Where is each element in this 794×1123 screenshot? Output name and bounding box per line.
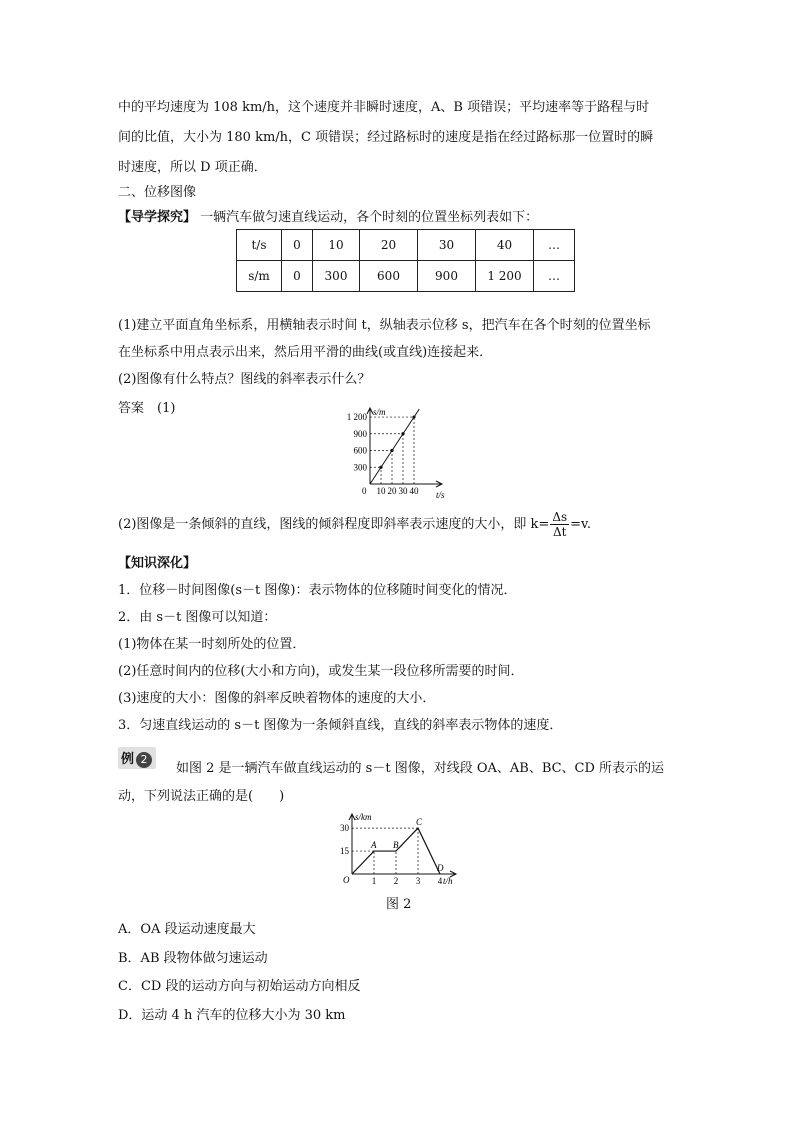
table-cell: s/m — [237, 261, 282, 292]
guide-tag: 【导学探究】 — [118, 210, 197, 225]
table-cell: … — [534, 230, 575, 261]
example-label: 例 — [121, 752, 135, 767]
slope-fraction — [550, 510, 569, 539]
table-cell: 1 200 — [476, 261, 534, 292]
x-tick-label: 40 — [409, 486, 419, 496]
data-line — [370, 409, 419, 484]
table-cell: 10 — [313, 230, 360, 261]
position-table — [236, 229, 575, 292]
figure-caption: 图 2 — [386, 897, 412, 912]
table-cell: … — [534, 261, 575, 292]
x-axis-label: t/h — [443, 876, 453, 886]
example-stem: 如图 2 是一辆汽车做直线运动的 s－t 图像，对线段 OA、AB、BC、CD 所表示的运 — [176, 761, 665, 776]
question-2: (2)图像有什么特点？图线的斜率表示什么？ — [118, 372, 371, 387]
x-tick-label: 1 — [371, 876, 377, 886]
example-number: 2 — [136, 752, 152, 768]
option-a: A．OA 段运动速度最大 — [118, 922, 256, 937]
point-label: O — [343, 875, 350, 885]
guide-paragraph — [118, 206, 538, 225]
option-c: C．CD 段的运动方向与初始运动方向相反 — [118, 979, 361, 994]
text-line: 中的平均速度为 108 km/h，这个速度并非瞬时速度，A、B 项错误；平均速率等于路程与时 — [118, 100, 650, 115]
knowledge-item: 3．匀速直线运动的 s－t 图像为一条倾斜直线，直线的斜率表示物体的速度． — [118, 718, 563, 733]
table-cell: 0 — [282, 230, 313, 261]
x-tick-label: 10 — [376, 486, 386, 496]
question-1: (1)建立平面直角坐标系，用横轴表示时间 t，纵轴表示位移 s，把汽车在各个时刻的位置坐标 — [118, 318, 651, 333]
x-tick-label: 3 — [415, 876, 421, 886]
table-cell: 600 — [360, 261, 418, 292]
table-cell: 900 — [418, 261, 476, 292]
section-heading: 二、位移图像 — [118, 185, 197, 200]
y-axis-label: s/m — [373, 407, 386, 417]
y-tick-label: 900 — [353, 428, 367, 439]
answer-2-text: (2)图像是一条倾斜的直线，图线的倾斜程度即斜率表示速度的大小，即 k= — [118, 517, 550, 532]
knowledge-subitem: (3)速度的大小：图像的斜率反映着物体的速度的大小． — [118, 691, 436, 706]
table-cell: 20 — [360, 230, 418, 261]
x-tick-label: 2 — [393, 876, 399, 886]
answer-2 — [118, 510, 591, 539]
st-graph-2 — [330, 810, 460, 890]
fraction-denominator: Δt — [552, 525, 567, 539]
knowledge-subitem: (1)物体在某一时刻所处的位置． — [118, 637, 306, 652]
x-axis-label: t/s — [436, 490, 445, 500]
text-line: 时速度，所以 D 项正确． — [118, 160, 267, 175]
point-label: C — [416, 817, 423, 828]
y-tick-label: 30 — [340, 823, 349, 834]
x-tick-label: 4 — [437, 876, 443, 886]
example-stem-cont: 动，下列说法正确的是( ) — [118, 789, 285, 804]
option-d: D．运动 4 h 汽车的位移大小为 30 km — [118, 1008, 346, 1023]
question-1-cont: 在坐标系中用点表示出来，然后用平滑的曲线(或直线)连接起来． — [118, 345, 493, 360]
table-cell: t/s — [237, 230, 282, 261]
knowledge-subitem: (2)任意时间内的位移(大小和方向)，或发生某一段位移所需要的时间． — [118, 664, 524, 679]
table-cell: 30 — [418, 230, 476, 261]
table-cell: 300 — [313, 261, 360, 292]
guide-text: 一辆汽车做匀速直线运动，各个时刻的位置坐标列表如下： — [200, 210, 539, 225]
y-tick-label: 300 — [353, 462, 367, 473]
example-badge — [118, 747, 156, 769]
point-label: B — [393, 840, 399, 851]
y-tick-label: 600 — [353, 445, 367, 456]
origin-label: 0 — [362, 486, 367, 496]
table-cell: 0 — [282, 261, 313, 292]
knowledge-item: 1．位移－时间图像(s－t 图像)：表示物体的位移随时间变化的情况． — [118, 583, 517, 598]
text-line: 间的比值，大小为 180 km/h，C 项错误；经过路标时的速度是指在经过路标那一位置时的瞬 — [118, 130, 654, 145]
knowledge-item: 2．由 s－t 图像可以知道： — [118, 610, 277, 625]
table-row — [237, 230, 575, 261]
table-cell: 40 — [476, 230, 534, 261]
answer-2-end: =v. — [570, 517, 591, 532]
table-row — [237, 261, 575, 292]
y-axis-label: s/km — [355, 812, 372, 822]
knowledge-heading: 【知识深化】 — [118, 556, 197, 571]
point-label: D — [437, 863, 444, 873]
example-tag — [118, 747, 156, 769]
y-tick-label: 15 — [340, 846, 349, 857]
x-tick-label: 20 — [387, 486, 397, 496]
x-tick-label: 30 — [398, 486, 408, 496]
option-b: B．AB 段物体做匀速运动 — [118, 951, 268, 966]
y-tick-label: 1 200 — [346, 412, 367, 423]
answer-label: 答案 (1) — [118, 401, 176, 416]
st-graph-1 — [330, 404, 460, 504]
fraction-numerator: Δs — [552, 510, 568, 524]
point-label: A — [371, 840, 377, 851]
